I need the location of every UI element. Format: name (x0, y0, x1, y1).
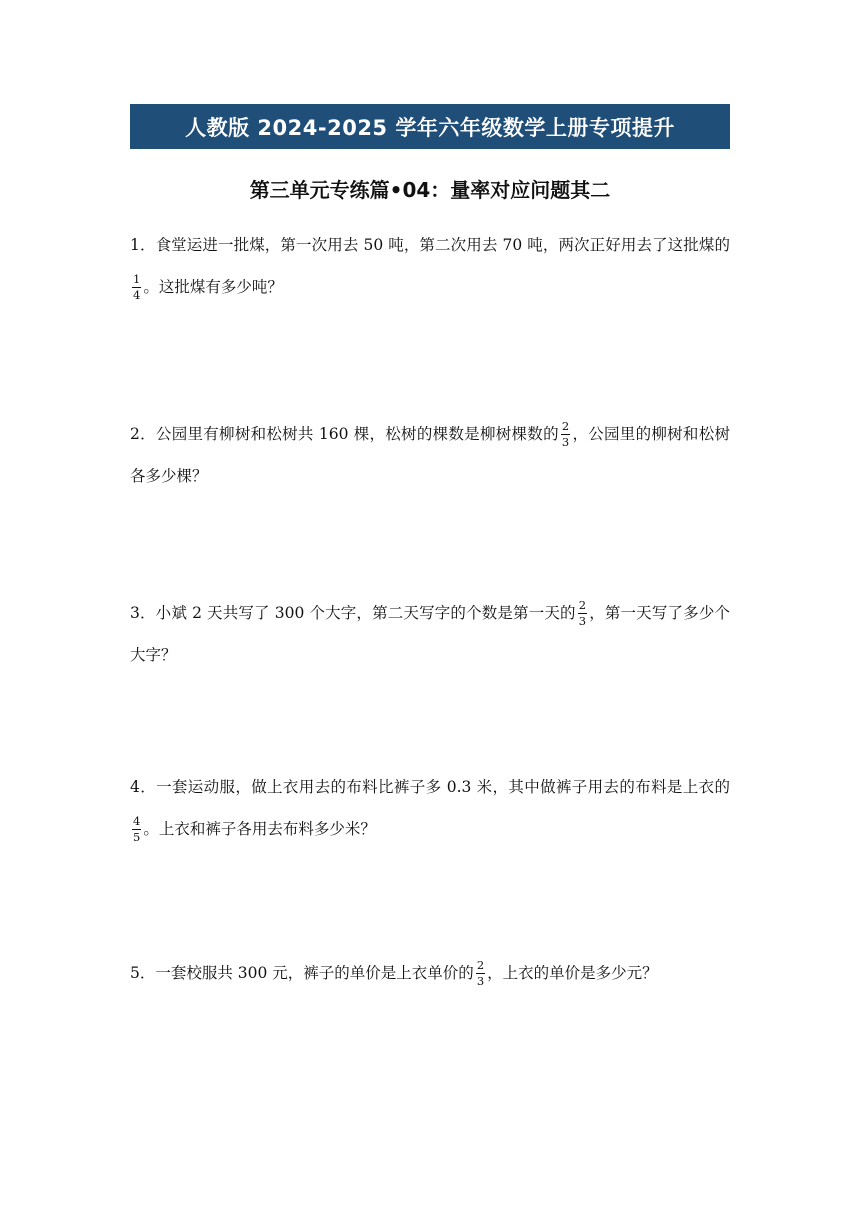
fraction-denominator: 3 (578, 613, 587, 628)
question-text: 4．一套运动服，做上衣用去的布料比裤子多 0.3 米，其中做裤子用去的布料是上衣的 (130, 778, 730, 796)
fraction-numerator: 1 (133, 271, 141, 286)
question-text: 。这批煤有多少吨？ (143, 278, 283, 296)
fraction-denominator: 3 (476, 973, 485, 988)
page-subtitle: 第三单元专练篇•04：量率对应问题其二 (249, 178, 611, 202)
question-1 (130, 224, 730, 308)
question-text: 1．食堂运进一批煤，第一次用去 50 吨，第二次用去 70 吨，两次正好用去了这批煤的 (130, 236, 730, 254)
question-text: 3．小斌 2 天共写了 300 个大字，第二天写字的个数是第一天的 (130, 604, 576, 622)
question-text: 5．一套校服共 300 元，裤子的单价是上衣单价的 (130, 964, 474, 982)
question-text: ，上衣的单价是多少元？ (487, 964, 658, 982)
fraction-denominator: 3 (561, 434, 570, 449)
fraction-numerator: 4 (133, 813, 141, 828)
fraction-denominator: 5 (133, 829, 141, 844)
fraction (132, 815, 141, 844)
question-text: ，公园里的柳树和松树各多少棵？ (130, 425, 730, 485)
fraction-numerator: 2 (476, 957, 485, 972)
fraction-denominator: 4 (133, 287, 141, 302)
fraction (578, 599, 587, 628)
question-text: 2．公园里有柳树和松树共 160 棵，松树的棵数是柳树棵数的 (130, 425, 559, 443)
fraction (132, 273, 141, 302)
question-3 (130, 592, 730, 676)
fraction-numerator: 2 (561, 418, 570, 433)
title-banner (130, 104, 730, 149)
question-text: ，第一天写了多少个大字？ (130, 604, 730, 664)
fraction (476, 959, 485, 988)
question-5 (130, 952, 730, 994)
question-text: 。上衣和裤子各用去布料多少米？ (143, 820, 376, 838)
question-2 (130, 413, 730, 497)
fraction-numerator: 2 (578, 597, 587, 612)
question-4 (130, 766, 730, 850)
fraction (561, 420, 570, 449)
banner-title: 人教版 2024-2025 学年六年级数学上册专项提升 (185, 115, 675, 140)
